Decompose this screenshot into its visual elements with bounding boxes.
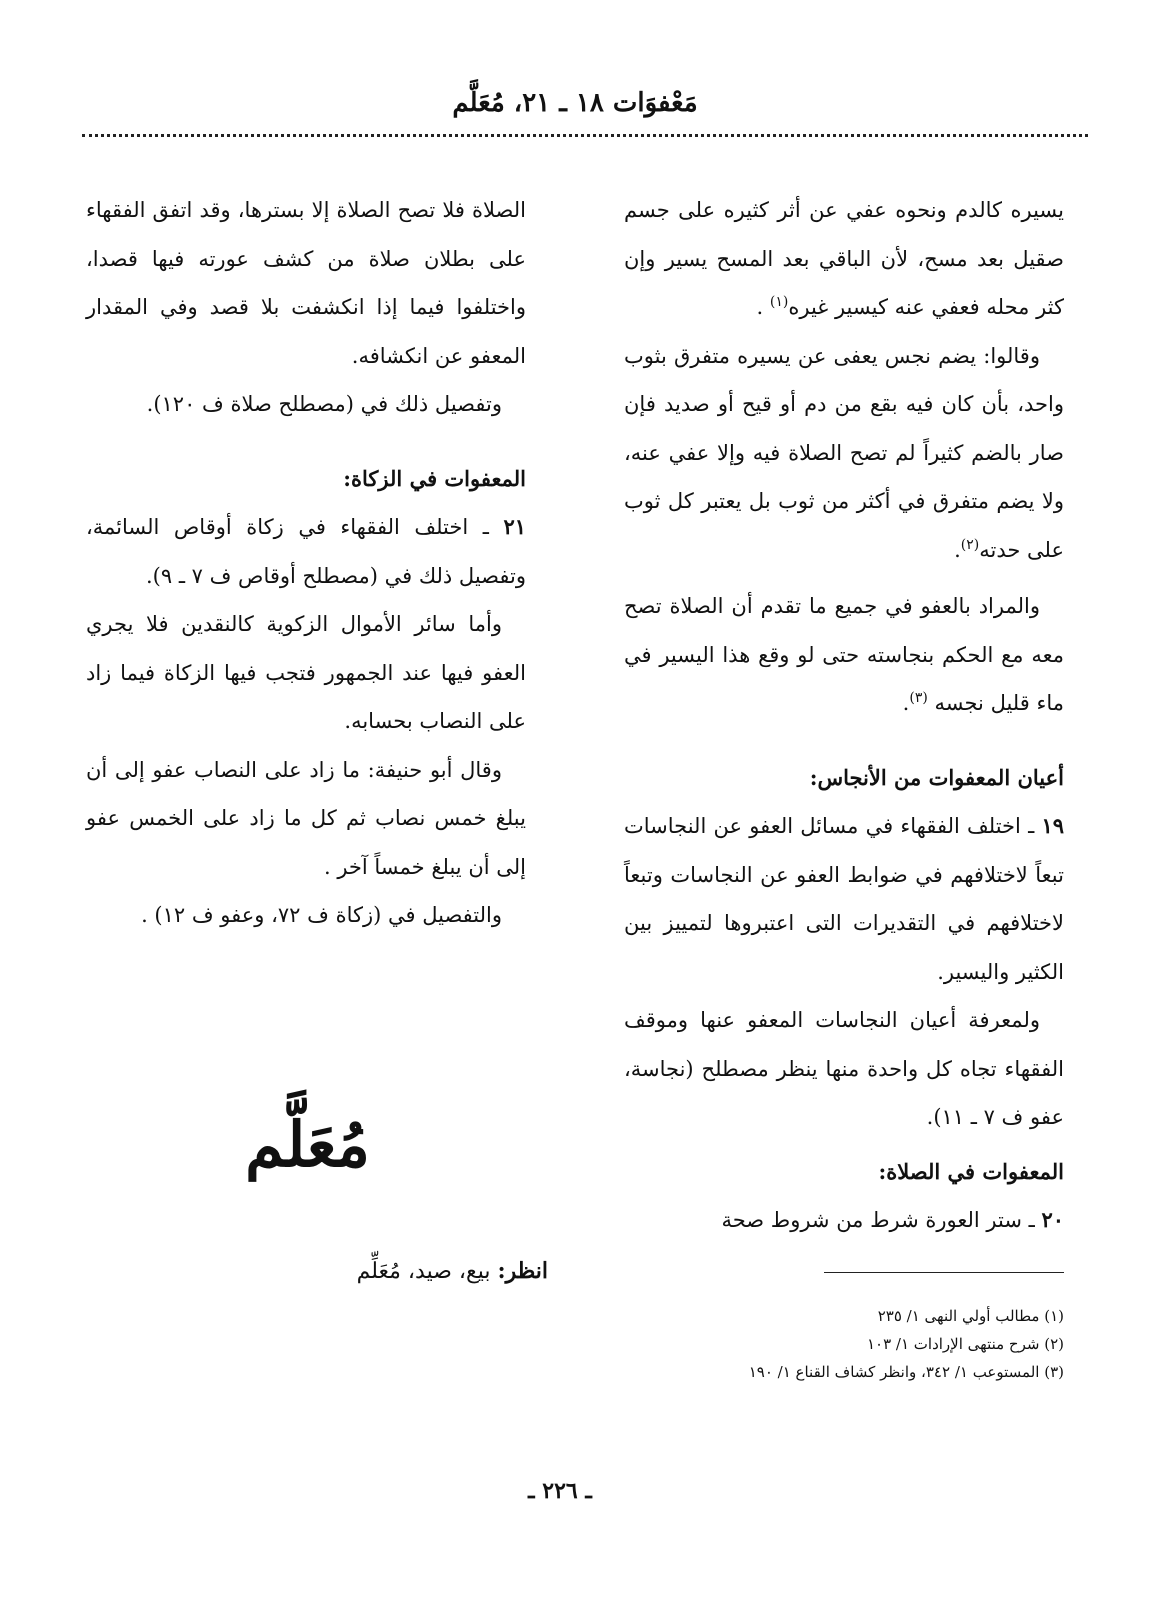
footnote-ref: (٢)	[960, 536, 980, 553]
sentence-end: .	[902, 691, 910, 715]
footnote: (٢) شرح منتهى الإرادات ١/ ١٠٣	[866, 1335, 1064, 1353]
section-heading: أعيان المعفوات من الأنجاس:	[809, 764, 1064, 790]
footnote-ref: (٣)	[909, 690, 928, 706]
footnote-divider	[824, 1272, 1064, 1273]
paragraph: وقال أبو حنيفة: ما زاد على النصاب عفو إلى أن يبلغ خمس نصاب ثم كل ما زاد على الخمس عفو إلى أن يبلغ خمساً آخر .	[86, 757, 526, 879]
sentence-end: .	[756, 295, 764, 319]
section-number: ٢١	[503, 514, 526, 539]
see-also	[208, 1258, 548, 1284]
section-heading: المعفوات في الصلاة:	[878, 1158, 1064, 1184]
paragraph: وتفصيل ذلك في (مصطلح صلاة ف ١٢٠).	[146, 392, 502, 416]
paragraph: الصلاة فلا تصح الصلاة إلا بسترها، وقد اتفق الفقهاء على بطلان صلاة من كشف عورته فيها قصدا، واختلفوا فيما إذا انكشفت بلا قصد وفي المقدار المعفو عن انكشافه.	[86, 198, 526, 368]
footnote-ref: (١)	[769, 294, 789, 310]
paragraph: وأما سائر الأموال الزكوية كالنقدين فلا يجري العفو فيها عند الجمهور فتجب فيها الزكاة فيما زاد على النصاب بحسابه.	[86, 612, 526, 733]
footnotes	[624, 1302, 1064, 1386]
page-header: مَعْفوَات ١٨ ـ ٢١، مُعَلَّم	[452, 88, 698, 118]
paragraph-text: ـ ستر العورة شرط من شروط صحة	[721, 1208, 1042, 1232]
section-number: ١٩	[1041, 813, 1064, 838]
sentence-end: .	[954, 537, 961, 562]
paragraph	[624, 582, 1064, 728]
see-also-text: بيع، صيد، مُعَلِّم	[356, 1259, 498, 1284]
header-divider	[82, 134, 1088, 137]
footnote: (١) مطالب أولي النهى ١/ ٢٣٥	[877, 1307, 1064, 1325]
paragraph	[624, 186, 1064, 332]
paragraph-text: وقالوا: يضم نجس يعفى عن يسيره متفرق بثوب واحد، بأن كان فيه بقع من دم أو قيح أو صديد فإن صار بالضم كثيراً لم تصح الصلاة فيه وإلا عفي عنه، ولا يضم متفرق في أكثر من ثوب بل يعتبر كل ثوب على حدته	[624, 343, 1064, 562]
paragraph	[624, 802, 1064, 996]
paragraph: والتفصيل في (زكاة ف ٧٢، وعفو ف ١٢) .	[141, 903, 502, 927]
section-number: ٢٠	[1041, 1207, 1064, 1232]
see-also-label: انظر:	[497, 1258, 548, 1284]
footnote: (٣) المستوعب ١/ ٣٤٢، وانظر كشاف القناع ١/ ١٩٠	[748, 1363, 1064, 1381]
paragraph-text: والمراد بالعفو في جميع ما تقدم أن الصلاة تصح معه مع الحكم بنجاسته حتى لو وقع هذا اليسير في ماء قليل نجسه	[624, 594, 1064, 715]
paragraph-text: ـ اختلف الفقهاء في زكاة أوقاص السائمة، وتفصيل ذلك في (مصطلح أوقاص ف ٧ ـ ٩).	[86, 515, 526, 588]
section-heading: المعفوات في الزكاة:	[343, 465, 526, 491]
paragraph-text: يسيره كالدم ونحوه عفي عن أثر كثيره على جسم صقيل بعد مسح، لأن الباقي بعد المسح يسير وإن كثر محله فعفي عنه كيسير غيره	[624, 198, 1064, 319]
entry-title: مُعَلَّم	[245, 1108, 370, 1181]
paragraph: ولمعرفة أعيان النجاسات المعفو عنها وموقف الفقهاء تجاه كل واحدة منها ينظر مصطلح (نجاسة، عفو ف ٧ ـ ١١).	[624, 1008, 1064, 1129]
paragraph	[624, 332, 1064, 575]
paragraph	[624, 1196, 1064, 1245]
right-column	[624, 186, 1064, 1245]
paragraph-text: ـ اختلف الفقهاء في مسائل العفو عن النجاسات تبعاً لاختلافهم في ضوابط العفو عن النجاسات وتبعاً لاختلافهم في التقديرات التى اعتبروها لتمييز بين الكثير واليسير.	[624, 814, 1064, 984]
page-number: ـ ٢٢٦ ـ	[528, 1478, 592, 1504]
left-column	[86, 186, 526, 940]
paragraph	[86, 503, 526, 600]
